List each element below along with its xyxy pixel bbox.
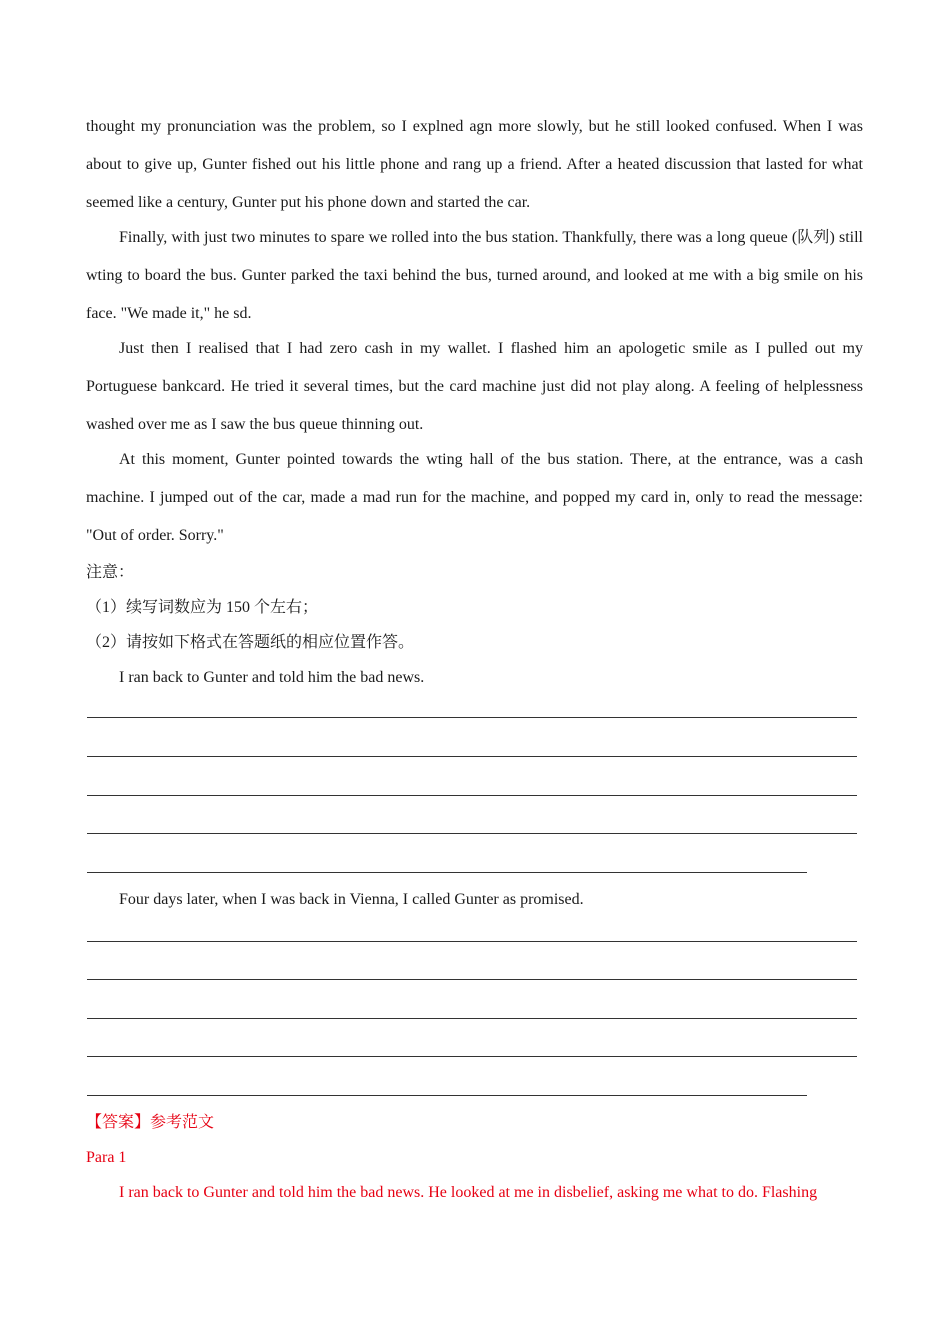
note-item-1: （1）续写词数应为 150 个左右； (86, 599, 319, 616)
answer-line (87, 941, 857, 942)
story-paragraph-4: At this moment, Gunter pointed towards the wting hall of the bus station. There, at the entrance, was a cash machine. I jumped out of the car, made a mad run for the machine, and popped my card in, only to read the message: "Out of order. Sorry." (86, 451, 863, 544)
answer-heading: 【答案】参考范文 (86, 1114, 215, 1131)
continuation-prompt-2: Four days later, when I was back in Vienna, I called Gunter as promised. (119, 891, 584, 908)
answer-line (87, 1056, 857, 1057)
answer-line (87, 1018, 857, 1019)
notes-title: 注意： (86, 564, 135, 581)
story-paragraph-1: thought my pronunciation was the problem, so I explned agn more slowly, but he still looked confused. When I was about to give up, Gunter fished out his little phone and rang up a friend. After a heated discussion that lasted for what seemed like a century, Gunter put his phone down and started the car. (86, 118, 863, 211)
answer-line (87, 872, 807, 873)
answer-line (87, 717, 857, 718)
answer-line (87, 833, 857, 834)
continuation-prompt-1: I ran back to Gunter and told him the bad news. (119, 669, 425, 686)
story-paragraph-2: Finally, with just two minutes to spare we rolled into the bus station. Thankfully, there was a long queue (队列) still wting to board the bus. Gunter parked the taxi behind the bus, turned around, and looked at me with a big smile on his face. "We made it," he sd. (86, 229, 863, 322)
note-item-2: （2）请按如下格式在答题纸的相应位置作答。 (86, 634, 415, 651)
answer-text: I ran back to Gunter and told him the bad news. He looked at me in disbelief, asking me what to do. Flashing (119, 1184, 818, 1201)
answer-line (87, 795, 857, 796)
story-paragraph-3: Just then I realised that I had zero cash in my wallet. I flashed him an apologetic smile as I pulled out my Portuguese bankcard. He tried it several times, but the card machine just did not play along. A feeling of helplessness washed over me as I saw the bus queue thinning out. (86, 340, 863, 433)
answer-para-label: Para 1 (86, 1149, 127, 1166)
answer-line (87, 979, 857, 980)
answer-line (87, 1095, 807, 1096)
answer-line (87, 756, 857, 757)
